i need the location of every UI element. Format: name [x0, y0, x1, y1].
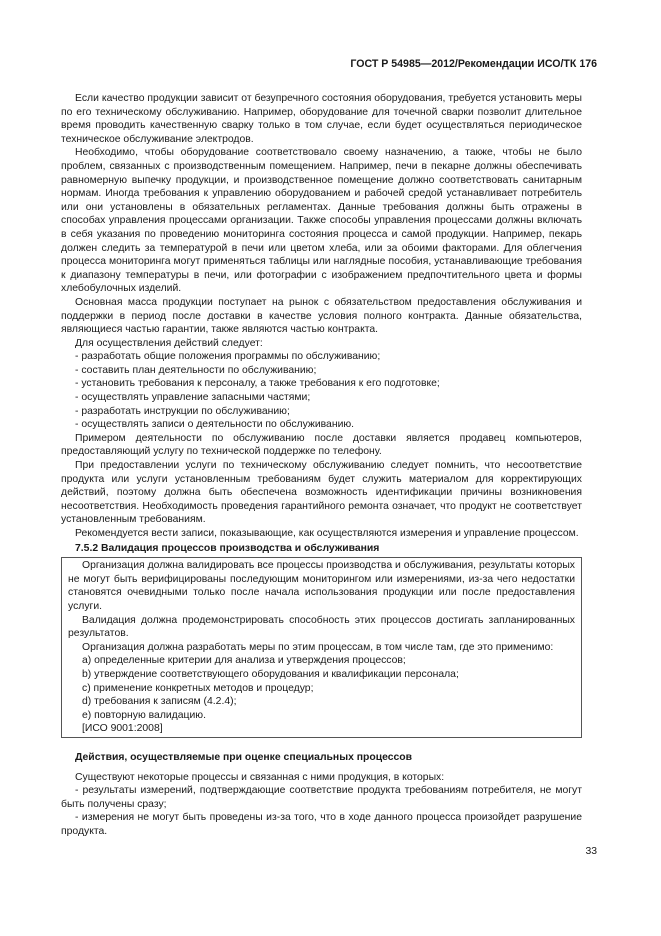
paragraph: Рекомендуется вести записи, показывающие, как осуществляются измерения и управление процессом.	[75, 528, 579, 539]
list-item: - установить требования к персоналу, а также требования к его подготовке;	[75, 378, 440, 390]
paragraph: Если качество продукции зависит от безупречного состояния оборудования, требуется установить меры по его техническому обслуживанию. Например, оборудование для точечной сварки позволит длительное время проводить качественную сварку только в том случае, если будет осуществляться периодическое техническое обслуживание электродов.	[61, 93, 582, 145]
paragraph: Основная масса продукции поступает на рынок с обязательством предоставления обслуживания и поддержки в период после доставки в качестве условия полного контракта. Данные обязательства, являющиеся частью гарантии, также являются частью контракта.	[61, 296, 582, 336]
list-item: - результаты измерений, подтверждающие соответствие продукта требованиям потребителя, не могут быть получены сразу;	[61, 785, 582, 810]
page-number: 33	[585, 846, 597, 857]
list-item: - измерения не могут быть проведены из-за того, что в ходе данного процесса произойдет разрушение продукта.	[61, 812, 582, 837]
paragraph: Для осуществления действий следует:	[75, 337, 263, 349]
quote-item: e) повторную валидацию.	[82, 709, 206, 721]
paragraph: При предоставлении услуги по техническому обслуживанию следует помнить, что несоответствие продукта или услуги установленным требованиям будет служить материалом для корректирующих действий, поэтому должна быть обеспечена возможность идентификации причины возникновения несоответствия. Необходимость проведения гарантийного ремонта означает, что продукт не соответствует установленным требованиям.	[61, 460, 582, 526]
list-item: - разработать общие положения программы по обслуживанию;	[75, 351, 381, 363]
list-item: - осуществлять управление запасными частями;	[75, 392, 311, 404]
quote-paragraph: Организация должна разработать меры по этим процессам, в том числе там, где это применимо:	[82, 641, 554, 653]
list-item: - составить план деятельности по обслуживанию;	[75, 364, 317, 376]
quote-source: [ИСО 9001:2008]	[82, 723, 163, 735]
quote-item: a) определенные критерии для анализа и утверждения процессов;	[82, 655, 406, 667]
paragraph: Необходимо, чтобы оборудование соответствовало своему назначению, а также, чтобы не было проблем, связанных с производственным помещением. Например, печи в пекарне должны обеспечивать равномерную выпечку продукции, и производственное помещение должно соответствовать санитарным нормам. Иногда требования к управлению оборудованием и рабочей средой устанавливает потребитель или они установлены в обязательных регламентах. Данные требования должны быть отражены в способах управления процессами организации. Также способы управления процессами должны включать в себя указания по проведению мониторинга состояния процесса и самой продукции. Например, пекарь должен следить за температурой в печи или цветом хлеба, или за обоими факторами. Для облегчения процесса мониторинга могут применяться таблицы или наглядные пособия, устанавливающие требования к диапазону температуры в печи, или фотографии с изображением предпочтительного цвета и формы хлебобулочных изделий.	[61, 147, 582, 295]
section-heading: 7.5.2 Валидация процессов производства и обслуживания	[75, 542, 380, 554]
page-header: ГОСТ Р 54985—2012/Рекомендации ИСО/ТК 176	[350, 58, 597, 70]
quote-item: c) применение конкретных методов и процедур;	[82, 682, 314, 694]
list-item: - разработать инструкции по обслуживанию;	[75, 405, 290, 417]
quote-paragraph: Валидация должна продемонстрировать способность этих процессов достигать запланированных результатов.	[68, 614, 575, 640]
paragraph: Примером деятельности по обслуживанию после доставки является продавец компьютеров, предоставляющий услугу по технической поддержке по телефону.	[61, 432, 582, 458]
paragraph: Существуют некоторые процессы и связанная с ними продукция, в которых:	[75, 771, 445, 783]
actions-list	[61, 350, 582, 432]
quote-item: d) требования к записям (4.2.4);	[82, 696, 237, 708]
quote-item: b) утверждение соответствующего оборудования и квалификации персонала;	[82, 668, 459, 680]
list-item: - осуществлять записи о деятельности по обслуживанию.	[75, 419, 355, 431]
subsection-heading: Действия, осуществляемые при оценке специальных процессов	[75, 751, 413, 763]
document-body	[61, 92, 582, 838]
standard-quote-box	[61, 557, 582, 738]
quote-paragraph: Организация должна валидировать все процессы производства и обслуживания, результаты которых не могут быть верифицированы последующим мониторингом или измерениями, из-за чего недостатки становятся очевидными только после начала использования продукции или после предоставления услуги.	[68, 560, 575, 612]
